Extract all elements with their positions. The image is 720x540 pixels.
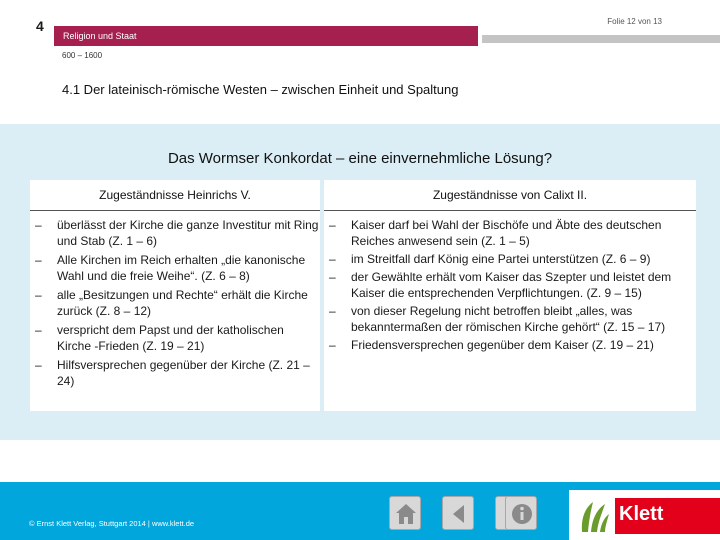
list-item [30, 252, 320, 284]
right-column-heading: Zugeständnisse von Calixt II. [324, 180, 696, 210]
list-item-text: von dieser Regelung nicht betroffen bleibt „alles, was bekanntermaßen der römischen Kirche gehört“ (Z. 15 – 17) [351, 304, 666, 334]
back-button[interactable] [442, 496, 474, 530]
list-item-text: Alle Kirchen im Reich erhalten „die kanonische Wahl und die freie Weihe“. (Z. 6 – 8) [57, 253, 306, 283]
list-item [324, 303, 696, 335]
list-item-text: Friedensversprechen gegenüber dem Kaiser (Z. 19 – 21) [351, 338, 654, 352]
left-concessions-list [30, 217, 320, 389]
list-item-text: der Gewählte erhält vom Kaiser das Szepter und leistet dem Kaiser die entsprechenden Verpflichtungen. (Z. 9 – 15) [351, 270, 672, 300]
list-item-text: alle „Besitzungen und Rechte“ erhält die Kirche zurück (Z. 8 – 12) [57, 288, 308, 318]
list-dash: – [35, 253, 42, 267]
home-icon [394, 502, 418, 526]
list-item [30, 287, 320, 319]
klett-logo [569, 490, 720, 540]
right-concessions-list [324, 217, 696, 353]
list-item-text: verspricht dem Papst und der katholischen Kirche -Frieden (Z. 19 – 21) [57, 323, 284, 353]
list-item [324, 217, 696, 249]
list-item [30, 357, 320, 389]
list-dash: – [329, 252, 336, 266]
list-dash: – [329, 338, 336, 352]
header-divider [482, 35, 720, 43]
info-button[interactable] [505, 496, 537, 530]
list-dash: – [329, 304, 336, 318]
header-title: Religion und Staat [63, 31, 137, 41]
list-item [324, 251, 696, 267]
list-dash: – [35, 323, 42, 337]
home-button[interactable] [389, 496, 421, 530]
list-item [30, 322, 320, 354]
list-item-text: im Streitfall darf König eine Partei unterstützen (Z. 6 – 9) [351, 252, 651, 266]
list-dash: – [35, 218, 42, 232]
list-item [324, 269, 696, 301]
section-title: 4.1 Der lateinisch-römische Westen – zwischen Einheit und Spaltung [62, 82, 459, 97]
back-icon [447, 502, 471, 526]
header-bar [54, 26, 478, 46]
right-column [324, 211, 696, 411]
slide-counter: Folie 12 von 13 [607, 17, 662, 26]
klett-wordmark: Klett [615, 498, 720, 534]
list-item [30, 217, 320, 249]
list-dash: – [35, 358, 42, 372]
column-divider [321, 180, 324, 411]
list-item-text: Hilfsversprechen gegenüber der Kirche (Z. 21 – 24) [57, 358, 310, 388]
main-heading: Das Wormser Konkordat – eine einvernehmliche Lösung? [167, 150, 553, 167]
left-column [30, 211, 320, 411]
chapter-number: 4 [36, 18, 44, 34]
list-dash: – [329, 270, 336, 284]
left-column-heading: Zugeständnisse Heinrichs V. [30, 180, 320, 210]
list-dash: – [35, 288, 42, 302]
klett-mark-icon [577, 498, 611, 534]
period-label: 600 – 1600 [62, 51, 103, 60]
list-item [324, 337, 696, 353]
list-item-text: überlässt der Kirche die ganze Investitur mit Ring und Stab (Z. 1 – 6) [57, 218, 319, 248]
copyright-text: © Ernst Klett Verlag, Stuttgart 2014 | www.klett.de [29, 519, 195, 528]
list-dash: – [329, 218, 336, 232]
info-icon [510, 502, 534, 526]
list-item-text: Kaiser darf bei Wahl der Bischöfe und Äbte des deutschen Reiches anwesend sein (Z. 1 – 5) [351, 218, 662, 248]
